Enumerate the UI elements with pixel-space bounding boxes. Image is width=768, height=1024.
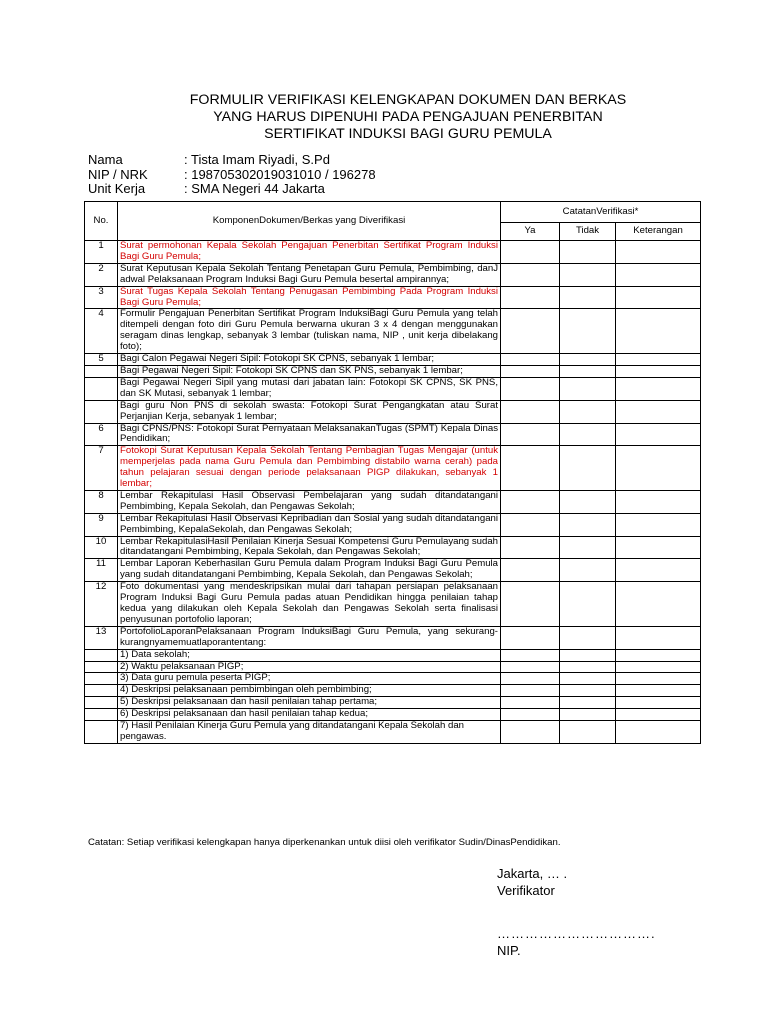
signature-block bbox=[497, 866, 656, 959]
table-row bbox=[85, 423, 701, 446]
row-component: Surat Tugas Kepala Sekolah Tentang Penugasan Pembimbing Pada Program Induksi Bagi Guru Pemula; bbox=[118, 286, 501, 309]
cell-ya[interactable] bbox=[501, 241, 560, 264]
info-value: : Tista Imam Riyadi, S.Pd bbox=[184, 152, 330, 167]
row-number bbox=[85, 365, 118, 377]
cell-tidak[interactable] bbox=[560, 721, 616, 744]
cell-keterangan[interactable] bbox=[616, 582, 701, 627]
cell-ya[interactable] bbox=[501, 354, 560, 366]
row-component: Bagi guru Non PNS di sekolah swasta: Fotokopi Surat Pengangkatan atau Surat Perjanjian Kerja, sebanyak 1 lembar; bbox=[118, 400, 501, 423]
cell-tidak[interactable] bbox=[560, 286, 616, 309]
row-component: Bagi CPNS/PNS: Fotokopi Surat Pernyataan MelaksanakanTugas (SPMT) Kepala Dinas Pendidikan; bbox=[118, 423, 501, 446]
cell-tidak[interactable] bbox=[560, 709, 616, 721]
title-line-2: YANG HARUS DIPENUHI PADA PENGAJUAN PENERBITAN bbox=[213, 109, 603, 125]
row-number: 2 bbox=[85, 263, 118, 286]
cell-ya[interactable] bbox=[501, 559, 560, 582]
info-row-unit-kerja bbox=[88, 182, 376, 197]
cell-keterangan[interactable] bbox=[616, 513, 701, 536]
table-row bbox=[85, 697, 701, 709]
row-component: 5) Deskripsi pelaksanaan dan hasil penilaian tahap pertama; bbox=[118, 697, 501, 709]
table-row bbox=[85, 446, 701, 491]
row-component: Lembar Rekapitulasi Hasil Observasi Pembelajaran yang sudah ditandatangani Pembimbing, Kepala Sekolah, dan Pengawas Sekolah; bbox=[118, 490, 501, 513]
cell-tidak[interactable] bbox=[560, 446, 616, 491]
cell-tidak[interactable] bbox=[560, 673, 616, 685]
table-row bbox=[85, 649, 701, 661]
cell-keterangan[interactable] bbox=[616, 446, 701, 491]
row-component: Bagi Pegawai Negeri Sipil yang mutasi dari jabatan lain: Fotokopi SK CPNS, SK PNS, dan SK Mutasi, sebanyak 1 lembar; bbox=[118, 377, 501, 400]
cell-keterangan[interactable] bbox=[616, 685, 701, 697]
cell-tidak[interactable] bbox=[560, 697, 616, 709]
cell-keterangan[interactable] bbox=[616, 649, 701, 661]
table-row bbox=[85, 661, 701, 673]
row-number: 11 bbox=[85, 559, 118, 582]
table-row bbox=[85, 626, 701, 649]
header-notes: CatatanVerifikasi* bbox=[501, 202, 701, 223]
row-number bbox=[85, 709, 118, 721]
row-number bbox=[85, 685, 118, 697]
row-component: 2) Waktu pelaksanaan PIGP; bbox=[118, 661, 501, 673]
cell-ya[interactable] bbox=[501, 423, 560, 446]
cell-tidak[interactable] bbox=[560, 400, 616, 423]
title-line-3: SERTIFIKAT INDUKSI BAGI GURU PEMULA bbox=[264, 126, 552, 142]
table-row bbox=[85, 400, 701, 423]
cell-ya[interactable] bbox=[501, 697, 560, 709]
cell-keterangan[interactable] bbox=[616, 709, 701, 721]
row-number: 12 bbox=[85, 582, 118, 627]
table-row bbox=[85, 286, 701, 309]
title-line-1: FORMULIR VERIFIKASI KELENGKAPAN DOKUMEN DAN BERKAS bbox=[189, 92, 627, 108]
cell-ya[interactable] bbox=[501, 309, 560, 354]
cell-tidak[interactable] bbox=[560, 626, 616, 649]
cell-keterangan[interactable] bbox=[616, 309, 701, 354]
cell-ya[interactable] bbox=[501, 673, 560, 685]
table-row bbox=[85, 582, 701, 627]
cell-tidak[interactable] bbox=[560, 241, 616, 264]
info-label: NIP / NRK bbox=[88, 166, 148, 182]
row-component: Surat Keputusan Kepala Sekolah Tentang Penetapan Guru Pemula, Pembimbing, danJ adwal Pelaksanaan Program Induksi Bagi Guru Pemula besertal ampirannya; bbox=[118, 263, 501, 286]
table-row bbox=[85, 354, 701, 366]
row-number: 1 bbox=[85, 241, 118, 264]
header-keterangan: Keterangan bbox=[616, 223, 701, 241]
cell-ya[interactable] bbox=[501, 661, 560, 673]
row-number: 13 bbox=[85, 626, 118, 649]
row-number: 8 bbox=[85, 490, 118, 513]
table-row bbox=[85, 377, 701, 400]
cell-tidak[interactable] bbox=[560, 490, 616, 513]
cell-ya[interactable] bbox=[501, 400, 560, 423]
row-number bbox=[85, 697, 118, 709]
cell-keterangan[interactable] bbox=[616, 423, 701, 446]
cell-keterangan[interactable] bbox=[616, 377, 701, 400]
row-number: 5 bbox=[85, 354, 118, 366]
table-row bbox=[85, 241, 701, 264]
cell-keterangan[interactable] bbox=[616, 661, 701, 673]
table-row bbox=[85, 536, 701, 559]
cell-ya[interactable] bbox=[501, 377, 560, 400]
cell-keterangan[interactable] bbox=[616, 286, 701, 309]
row-number bbox=[85, 721, 118, 744]
cell-ya[interactable] bbox=[501, 536, 560, 559]
document-title bbox=[160, 92, 656, 143]
row-component: Fotokopi Surat Keputusan Kepala Sekolah Tentang Pembagian Tugas Mengajar (untuk memperjelas pada nama Guru Pemula dan Pembimbing distabilo warna cerah) pada tahun pelajaran sesuai dengan periode pelaksanaan PIGP dilakukan, sebanyak 1 lembar; bbox=[118, 446, 501, 491]
row-component: PortofolioLaporanPelaksanaan Program InduksiBagi Guru Pemula, yang sekurang-kurangnyamemuatlaporantentang: bbox=[118, 626, 501, 649]
cell-tidak[interactable] bbox=[560, 309, 616, 354]
row-number: 4 bbox=[85, 309, 118, 354]
header-ya: Ya bbox=[501, 223, 560, 241]
row-number bbox=[85, 661, 118, 673]
cell-keterangan[interactable] bbox=[616, 536, 701, 559]
row-component: Formulir Pengajuan Penerbitan Sertifikat Program InduksiBagi Guru Pemula yang telah ditempeli dengan foto diri Guru Pemula berwarna ukuran 3 x 4 dengan menggunakan seragam dinas lengkap, sebanyak 3 lembar (tuliskan nama, NIP , unit kerja dibelakang foto); bbox=[118, 309, 501, 354]
cell-tidak[interactable] bbox=[560, 685, 616, 697]
table-row bbox=[85, 263, 701, 286]
cell-ya[interactable] bbox=[501, 286, 560, 309]
table-row bbox=[85, 365, 701, 377]
cell-ya[interactable] bbox=[501, 721, 560, 744]
info-row-nip bbox=[88, 168, 376, 183]
row-component: 4) Deskripsi pelaksanaan pembimbingan oleh pembimbing; bbox=[118, 685, 501, 697]
row-component: Lembar Laporan Keberhasilan Guru Pemula dalam Program Induksi Bagi Guru Pemula yang sudah ditandatangani Pembimbing, Kepala Sekolah, dan Pengawas Sekolah; bbox=[118, 559, 501, 582]
cell-keterangan[interactable] bbox=[616, 559, 701, 582]
place-date: Jakarta, … . bbox=[497, 866, 568, 881]
cell-keterangan[interactable] bbox=[616, 365, 701, 377]
cell-ya[interactable] bbox=[501, 513, 560, 536]
row-component: 3) Data guru pemula peserta PIGP; bbox=[118, 673, 501, 685]
cell-keterangan[interactable] bbox=[616, 263, 701, 286]
row-component: Lembar Rekapitulasi Hasil Observasi Kepribadian dan Sosial yang sudah ditandatangani Pembimbing, KepalaSekolah, dan Pengawas Sekolah; bbox=[118, 513, 501, 536]
row-number bbox=[85, 377, 118, 400]
identity-block bbox=[88, 153, 376, 197]
info-value: : SMA Negeri 44 Jakarta bbox=[184, 181, 325, 196]
table-row bbox=[85, 309, 701, 354]
table-row bbox=[85, 685, 701, 697]
header-tidak: Tidak bbox=[560, 223, 616, 241]
row-number bbox=[85, 400, 118, 423]
cell-tidak[interactable] bbox=[560, 365, 616, 377]
info-value: : 198705302019031010 / 196278 bbox=[184, 166, 376, 182]
cell-ya[interactable] bbox=[501, 446, 560, 491]
row-component: 7) Hasil Penilaian Kinerja Guru Pemula yang ditandatangani Kepala Sekolah dan pengawas. bbox=[118, 721, 501, 744]
verifier-role: Verifikator bbox=[497, 882, 555, 898]
cell-ya[interactable] bbox=[501, 582, 560, 627]
cell-keterangan[interactable] bbox=[616, 241, 701, 264]
cell-ya[interactable] bbox=[501, 490, 560, 513]
cell-keterangan[interactable] bbox=[616, 626, 701, 649]
cell-keterangan[interactable] bbox=[616, 490, 701, 513]
row-component: Foto dokumentasi yang mendeskripsikan mulai dari tahapan persiapan pelaksanaan Program Induksi Bagi Guru Pemula padas atuan Pendidikan hingga penilaian tahap kedua yang dilakukan oleh Kepala Sekolah dan Pengawas Sekolah serta finalisasi penyusunan portofolio laporan; bbox=[118, 582, 501, 627]
row-component: 1) Data sekolah; bbox=[118, 649, 501, 661]
row-component: Bagi Calon Pegawai Negeri Sipil: Fotokopi SK CPNS, sebanyak 1 lembar; bbox=[118, 354, 501, 366]
cell-tidak[interactable] bbox=[560, 559, 616, 582]
cell-keterangan[interactable] bbox=[616, 721, 701, 744]
signature-line: ……………………………. bbox=[497, 926, 656, 941]
cell-tidak[interactable] bbox=[560, 423, 616, 446]
row-number bbox=[85, 649, 118, 661]
cell-keterangan[interactable] bbox=[616, 697, 701, 709]
table-row bbox=[85, 513, 701, 536]
cell-ya[interactable] bbox=[501, 626, 560, 649]
row-number: 3 bbox=[85, 286, 118, 309]
cell-tidak[interactable] bbox=[560, 513, 616, 536]
row-component: Lembar RekapitulasiHasil Penilaian Kinerja Sesuai Kompetensi Guru Pemulayang sudah ditandatangani Pembimbing, Kepala Sekolah, dan Pengawas Sekolah; bbox=[118, 536, 501, 559]
verification-table bbox=[84, 201, 701, 744]
row-number: 7 bbox=[85, 446, 118, 491]
cell-ya[interactable] bbox=[501, 649, 560, 661]
cell-tidak[interactable] bbox=[560, 354, 616, 366]
footnote: Catatan: Setiap verifikasi kelengkapan hanya diperkenankan untuk diisi oleh verifikator Sudin/DinasPendidikan. bbox=[88, 837, 561, 848]
cell-keterangan[interactable] bbox=[616, 354, 701, 366]
header-no: No. bbox=[85, 202, 118, 241]
info-label: Unit Kerja bbox=[88, 181, 146, 196]
cell-keterangan[interactable] bbox=[616, 400, 701, 423]
row-number: 9 bbox=[85, 513, 118, 536]
row-component: Surat permohonan Kepala Sekolah Pengajuan Penerbitan Sertifikat Program Induksi Bagi Guru Pemula; bbox=[118, 241, 501, 264]
table-row bbox=[85, 673, 701, 685]
cell-tidak[interactable] bbox=[560, 661, 616, 673]
cell-tidak[interactable] bbox=[560, 263, 616, 286]
row-number: 6 bbox=[85, 423, 118, 446]
cell-ya[interactable] bbox=[501, 263, 560, 286]
table-row bbox=[85, 490, 701, 513]
row-number: 10 bbox=[85, 536, 118, 559]
row-component: 6) Deskripsi pelaksanaan dan hasil penilaian tahap kedua; bbox=[118, 709, 501, 721]
cell-keterangan[interactable] bbox=[616, 673, 701, 685]
cell-tidak[interactable] bbox=[560, 582, 616, 627]
cell-ya[interactable] bbox=[501, 365, 560, 377]
table-row bbox=[85, 709, 701, 721]
table-row bbox=[85, 721, 701, 744]
nip-label: NIP. bbox=[497, 942, 521, 958]
row-number bbox=[85, 673, 118, 685]
row-component: Bagi Pegawai Negeri Sipil: Fotokopi SK CPNS dan SK PNS, sebanyak 1 lembar; bbox=[118, 365, 501, 377]
cell-tidak[interactable] bbox=[560, 649, 616, 661]
info-row-nama bbox=[88, 153, 376, 168]
info-label: Nama bbox=[88, 152, 123, 167]
header-component: KomponenDokumen/Berkas yang Diverifikasi bbox=[118, 202, 501, 241]
cell-ya[interactable] bbox=[501, 709, 560, 721]
cell-tidak[interactable] bbox=[560, 377, 616, 400]
cell-ya[interactable] bbox=[501, 685, 560, 697]
cell-tidak[interactable] bbox=[560, 536, 616, 559]
table-row bbox=[85, 559, 701, 582]
